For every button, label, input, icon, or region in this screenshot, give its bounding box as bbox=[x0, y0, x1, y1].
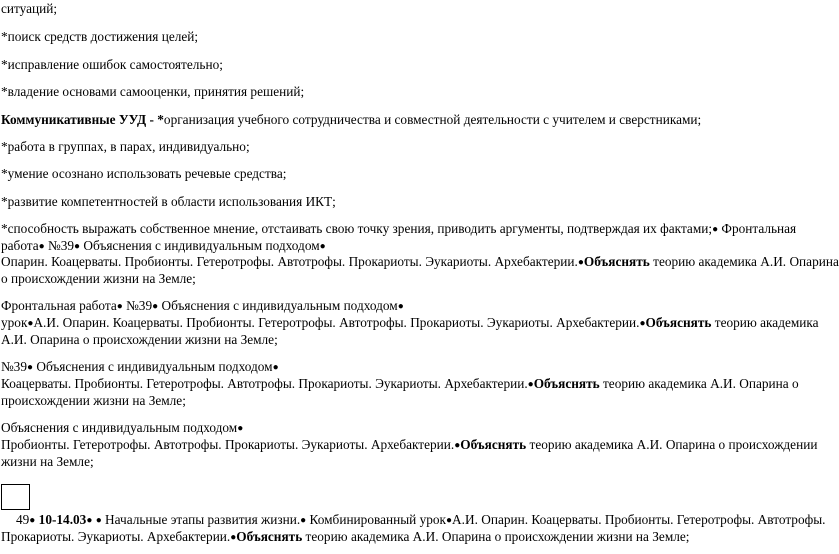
communicative-heading-line bbox=[1, 112, 701, 128]
text-line bbox=[1, 454, 94, 470]
bullet-icon: ● bbox=[319, 241, 326, 252]
text-line bbox=[1, 393, 186, 409]
bullet-icon: ● bbox=[230, 532, 237, 543]
text-line bbox=[1, 1, 57, 17]
lesson-row-line bbox=[16, 512, 825, 530]
text-fragment: Фронтальная работа bbox=[1, 298, 117, 313]
text-fragment: теорию академика bbox=[711, 315, 819, 330]
bullet-icon: ● bbox=[577, 257, 584, 268]
lesson-date: 10-14.03 bbox=[35, 512, 87, 527]
section-heading: Коммуникативные УУД - * bbox=[1, 112, 164, 127]
text-line bbox=[1, 84, 304, 100]
text-fragment: *исправление ошибок самостоятельно; bbox=[1, 57, 223, 72]
text-fragment: *умение осознано использовать речевые средства; bbox=[1, 166, 287, 181]
bullet-icon: ● bbox=[397, 301, 404, 312]
text-line bbox=[1, 57, 223, 73]
text-line bbox=[1, 254, 839, 272]
keyword-bold: Объяснять bbox=[236, 529, 303, 544]
bullet-icon: ● bbox=[237, 423, 244, 434]
bullet-icon: ● bbox=[38, 241, 45, 252]
text-fragment: происхождении жизни на Земле; bbox=[1, 393, 186, 408]
text-fragment: А.И. Опарина о происхождении жизни на Земле; bbox=[1, 332, 278, 347]
bullet-icon: ● bbox=[74, 241, 81, 252]
bullet-icon: ● bbox=[454, 440, 461, 451]
keyword-bold: Объяснять bbox=[460, 437, 527, 452]
text-fragment: теорию академика А.И. Опарина о bbox=[599, 376, 799, 391]
lesson-topic: Начальные этапы развития жизни. bbox=[101, 512, 301, 527]
text-fragment: *способность выражать собственное мнение, отстаивать свою точку зрения, приводить аргументы, подтверждая их фактами; bbox=[1, 221, 713, 236]
text-line bbox=[1, 376, 799, 394]
text-fragment: №39 bbox=[44, 238, 75, 253]
text-line bbox=[1, 271, 196, 287]
text-line bbox=[1, 298, 404, 316]
text-fragment: Объяснения с индивидуальным подходом bbox=[33, 359, 273, 374]
text-line bbox=[1, 437, 817, 455]
text-fragment: *поиск средств достижения целей; bbox=[1, 29, 199, 44]
text-fragment: А.И. Опарин. Коацерваты. Пробионты. Гетеротрофы. Автотрофы. Прокариоты. Эукариоты. Архебактерии. bbox=[33, 315, 640, 330]
lesson-number: 49 bbox=[16, 512, 30, 527]
text-fragment: Объяснения с индивидуальным подходом bbox=[158, 298, 398, 313]
text-fragment: Объяснения с индивидуальным подходом bbox=[1, 420, 238, 435]
text-fragment: Коацерваты. Пробионты. Гетеротрофы. Автотрофы. Прокариоты. Эукариоты. Архебактерии. bbox=[1, 376, 528, 391]
text-fragment: урок bbox=[1, 315, 28, 330]
text-fragment: ситуаций; bbox=[1, 1, 58, 16]
text-line bbox=[1, 332, 278, 348]
keyword-bold: Объяснять bbox=[645, 315, 712, 330]
text-line bbox=[1, 359, 279, 377]
text-line bbox=[1, 529, 689, 547]
bullet-icon: ● bbox=[300, 515, 307, 526]
text-fragment: работа bbox=[1, 238, 39, 253]
text-fragment: Прокариоты. Эукариоты. Архебактерии. bbox=[1, 529, 231, 544]
keyword-bold: Объяснять bbox=[533, 376, 600, 391]
bullet-icon: ● bbox=[29, 515, 36, 526]
keyword-bold: Объяснять bbox=[583, 254, 650, 269]
text-fragment: *владение основами самооценки, принятия решений; bbox=[1, 84, 305, 99]
text-line bbox=[1, 315, 819, 333]
text-fragment: Фронтальная bbox=[718, 221, 797, 236]
bullet-icon: ● bbox=[527, 379, 534, 390]
text-fragment: Пробионты. Гетеротрофы. Автотрофы. Прокариоты. Эукариоты. Архебактерии. bbox=[1, 437, 455, 452]
text-line bbox=[1, 29, 198, 45]
bullet-icon: ● bbox=[27, 318, 34, 329]
text-line bbox=[1, 166, 286, 182]
bullet-icon: ● bbox=[152, 301, 159, 312]
text-fragment: теорию академика А.И. Опарина о происхождении bbox=[526, 437, 818, 452]
bullet-icon: ● bbox=[712, 224, 719, 235]
text-fragment: *работа в группах, в парах, индивидуально; bbox=[1, 139, 250, 154]
bullet-icon: ● bbox=[639, 318, 646, 329]
lesson-type: Комбинированный урок bbox=[306, 512, 446, 527]
bullet-icon: ● bbox=[26, 362, 34, 373]
text-line bbox=[1, 221, 796, 239]
text-fragment: *развитие компетентностей в области использования ИКТ; bbox=[1, 194, 336, 209]
bullet-icon: ● bbox=[95, 515, 102, 526]
text-fragment: организация учебного сотрудничества и совместной деятельности с учителем и сверстниками; bbox=[163, 112, 702, 127]
bullet-icon: ● bbox=[86, 515, 93, 526]
bullet-icon: ● bbox=[272, 362, 279, 373]
bullet-icon: ● bbox=[446, 515, 453, 526]
table-cell-box bbox=[1, 484, 30, 510]
text-fragment: №39 bbox=[122, 298, 153, 313]
text-fragment: жизни на Земле; bbox=[1, 454, 94, 469]
text-fragment: теорию академика А.И. Опарина о происхождении жизни на Земле; bbox=[302, 529, 690, 544]
text-fragment: Объяснения с индивидуальным подходом bbox=[80, 238, 320, 253]
bullet-icon: ● bbox=[116, 301, 123, 312]
text-line bbox=[1, 194, 336, 210]
text-fragment: Опарин. Коацерваты. Пробионты. Гетеротрофы. Автотрофы. Прокариоты. Эукариоты. Архебактерии. bbox=[1, 254, 578, 269]
text-fragment: о происхождении жизни на Земле; bbox=[1, 271, 196, 286]
text-fragment: теорию академика А.И. Опарина bbox=[649, 254, 839, 269]
text-fragment: №39 bbox=[1, 359, 27, 374]
text-line bbox=[1, 139, 250, 155]
text-line bbox=[1, 420, 243, 438]
text-fragment: А.И. Опарин. Коацерваты. Пробионты. Гетеротрофы. Автотрофы. bbox=[452, 512, 826, 527]
